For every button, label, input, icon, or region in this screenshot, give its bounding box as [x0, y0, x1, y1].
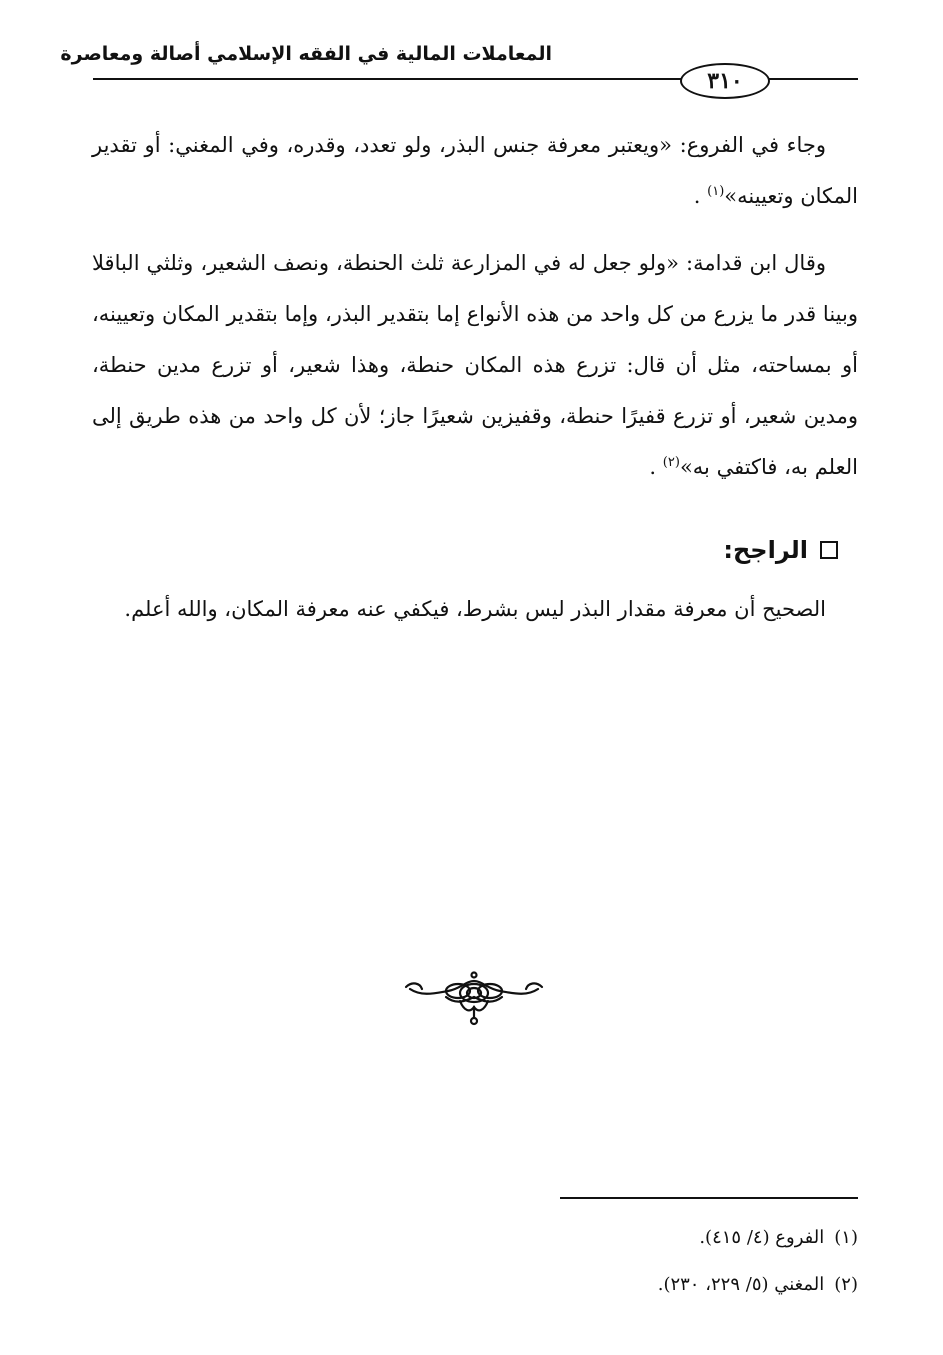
paragraph-conclusion — [92, 584, 858, 635]
square-bullet-icon — [820, 541, 838, 559]
paragraph-end: . — [649, 455, 657, 479]
footnote-text: المغني (٥/ ٢٢٩، ٢٣٠). — [657, 1274, 825, 1295]
footnote-item — [300, 1214, 858, 1261]
paragraph-text: الصحيح أن معرفة مقدار البذر ليس بشرط، فيكفي عنه معرفة المكان، والله أعلم. — [124, 597, 826, 621]
page-number: ٣١٠ — [680, 63, 770, 99]
ornament-divider-icon — [400, 967, 548, 1029]
section-heading-label: الراجح: — [723, 536, 808, 564]
footnote-text: الفروع (٤/ ٤١٥). — [699, 1227, 825, 1248]
footnote-rule — [560, 1197, 858, 1199]
footnote-item — [300, 1261, 858, 1308]
paragraph-text — [92, 238, 858, 493]
paragraph-body: وقال ابن قدامة: «ولو جعل له في المزارعة ثلث الحنطة، ونصف الشعير، وثلثي الباقلا وبينا قدر ما يزرع من كل واحد من هذه الأنواع إما بتقدير البذر، وإما بتقدير المكان وتعيينه، أو بمساحته، مثل أن قال: تزرع هذه المكان حنطة، وهذا شعير، أو تزرع مدين حنطة، ومدين شعير، أو تزرع قفيرًا حنطة، وقفيزين شعيرًا جاز؛ لأن كل واحد من هذه طريق إلى العلم به، فاكتفي به» — [92, 251, 858, 479]
paragraph-text — [92, 120, 858, 222]
section-heading — [540, 530, 838, 570]
footnote-ref: (١) — [707, 184, 725, 199]
footnotes — [300, 1214, 858, 1308]
paragraph-end: . — [693, 184, 701, 208]
footnote-number: (١) — [834, 1227, 858, 1248]
running-title: المعاملات المالية في الفقه الإسلامي أصالة ومعاصرة — [60, 43, 552, 65]
paragraph-ibn-qudama — [92, 238, 858, 493]
paragraph-furu — [92, 120, 858, 222]
paragraph-body: وجاء في الفروع: «ويعتبر معرفة جنس البذر، ولو تعدد، وقدره، وفي المغني: أو تقدير المكان وتعيينه» — [92, 133, 858, 208]
footnote-number: (٢) — [834, 1274, 858, 1295]
footnote-ref: (٢) — [662, 455, 680, 470]
